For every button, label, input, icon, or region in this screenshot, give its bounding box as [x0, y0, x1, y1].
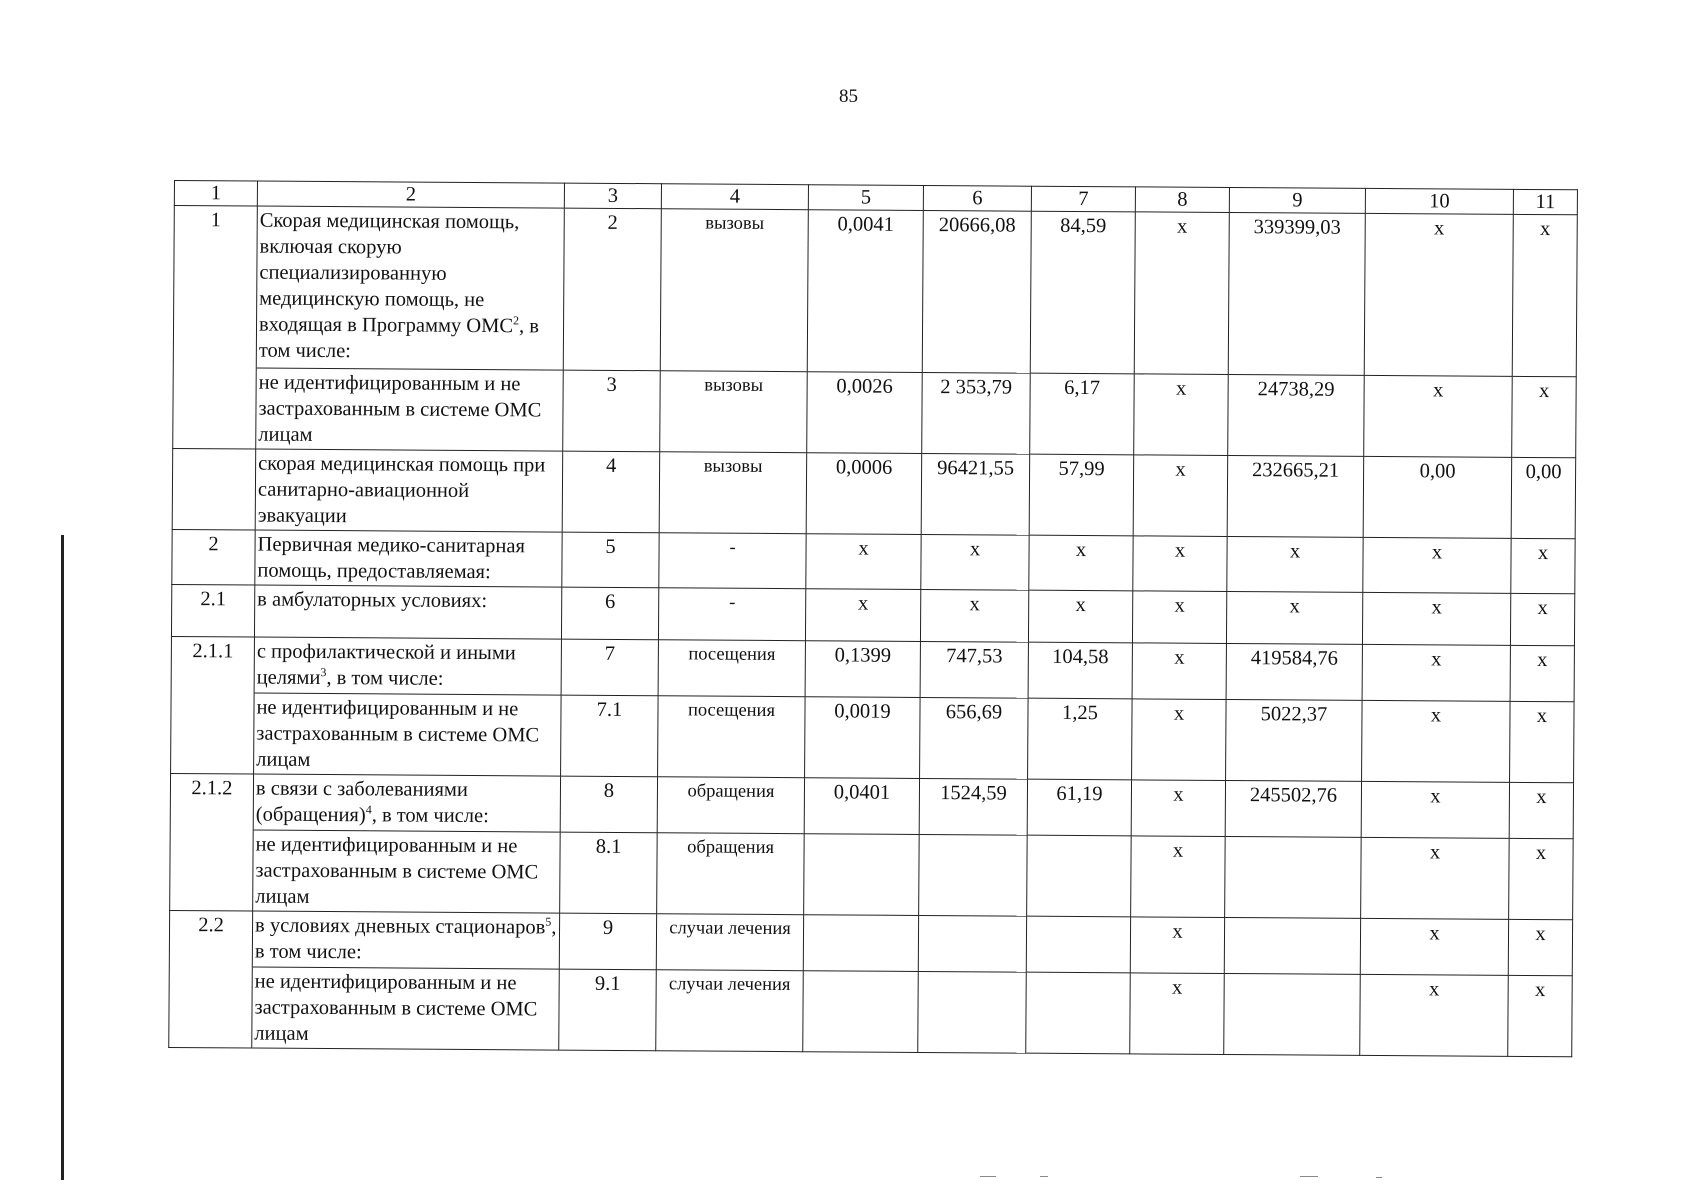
value-col-9: 24738,29 [1228, 374, 1365, 456]
value-col-5 [803, 971, 919, 1053]
value-col-10: х [1362, 644, 1510, 701]
row-code: 5 [562, 532, 659, 588]
row-description-text: не идентифицированным и не застрахованным в системе ОМС лицам [258, 371, 542, 446]
value-col-7: 61,19 [1027, 779, 1131, 836]
table-row [171, 584, 1574, 645]
value-col-6: х [921, 534, 1029, 590]
value-col-9: 232665,21 [1227, 455, 1364, 537]
column-header: 4 [661, 184, 808, 210]
column-header: 6 [923, 185, 1031, 211]
row-description-text: Скорая медицинская помощь, включая скорую специализированную медицинскую помощь, не входящая в Программу ОМС [258, 209, 520, 338]
row-description-text: с профилактической и иными целями [256, 640, 516, 689]
value-col-6: х [920, 589, 1028, 642]
value-col-10: х [1360, 918, 1508, 975]
value-col-7 [1026, 916, 1130, 973]
value-col-5: 0,0006 [806, 453, 922, 535]
value-col-8: х [1134, 212, 1229, 375]
column-header: 5 [808, 185, 923, 211]
row-description-tail: , в том числе: [326, 667, 444, 690]
row-description-text: в связи с заболеваниями (обращения) [255, 777, 468, 827]
value-col-11: х [1510, 701, 1575, 782]
row-description-text: скорая медицинская помощь при санитарно-авиационной эвакуации [257, 452, 546, 528]
value-col-6 [918, 971, 1027, 1053]
row-description-text: не идентифицированным и не застрахованным в системе ОМС лицам [255, 833, 539, 908]
value-col-7: 6,17 [1030, 373, 1135, 455]
table-row [171, 692, 1575, 782]
value-col-9 [1224, 973, 1361, 1055]
value-col-5 [803, 915, 918, 972]
value-col-5: 0,0401 [804, 778, 919, 835]
row-unit: случаи лечения [656, 970, 804, 1052]
value-col-8: х [1131, 780, 1225, 837]
value-col-6 [919, 834, 1028, 916]
value-col-10: х [1360, 974, 1509, 1056]
row-description [253, 774, 560, 832]
page-number: 85 [839, 86, 858, 107]
value-col-9 [1224, 917, 1360, 974]
value-col-10: х [1364, 375, 1513, 457]
row-code: 9.1 [559, 969, 657, 1051]
row-unit: обращения [657, 833, 805, 915]
column-header: 11 [1513, 189, 1577, 214]
value-col-10: х [1361, 781, 1509, 838]
row-code: 7.1 [561, 695, 659, 777]
row-description [256, 206, 564, 370]
value-col-8: х [1133, 455, 1228, 537]
value-col-11: х [1508, 919, 1572, 975]
row-number [170, 829, 254, 911]
value-col-5: 0,0041 [807, 210, 923, 373]
value-col-9: х [1226, 591, 1362, 644]
scan-artifact [1040, 1176, 1048, 1177]
scan-margin-line [61, 535, 64, 1180]
row-description [253, 830, 561, 913]
value-col-6: 1524,59 [919, 778, 1027, 835]
value-col-5: х [806, 534, 921, 590]
table-row [172, 529, 1575, 593]
row-description-text: не идентифицированным и не застрахованным в системе ОМС лицам [254, 970, 538, 1045]
value-col-11: х [1512, 214, 1577, 376]
row-number: 2.2 [169, 910, 252, 967]
row-description [256, 368, 564, 451]
row-description [255, 449, 563, 532]
value-col-6 [918, 915, 1026, 972]
row-description-text: в амбулаторных условиях: [257, 588, 488, 613]
row-code: 8.1 [560, 832, 658, 914]
value-col-8: х [1131, 836, 1226, 918]
row-unit: случаи лечения [656, 914, 803, 971]
row-description [254, 637, 561, 695]
value-col-9: 5022,37 [1226, 699, 1363, 781]
value-col-9: 339399,03 [1228, 212, 1365, 375]
row-code: 4 [562, 451, 660, 533]
row-number: 2 [172, 529, 255, 585]
footnote-marker: 5 [545, 914, 552, 929]
row-number [171, 692, 255, 774]
footnote-marker: 3 [320, 665, 327, 680]
value-col-11: х [1510, 593, 1574, 645]
scan-artifact [980, 1176, 996, 1177]
value-col-7: 57,99 [1029, 454, 1134, 536]
value-col-5: х [805, 589, 920, 642]
value-col-10: х [1363, 537, 1511, 593]
value-col-8: х [1134, 374, 1229, 456]
row-number: 2.1.2 [170, 773, 253, 830]
row-code: 2 [563, 208, 661, 371]
value-col-7 [1026, 972, 1131, 1054]
value-col-7: х [1029, 535, 1133, 591]
table-row [169, 910, 1572, 975]
row-number: 1 [173, 206, 257, 369]
row-code: 8 [560, 776, 657, 833]
value-col-10: 0,00 [1363, 456, 1512, 538]
value-col-5: 0,0019 [805, 697, 921, 779]
column-header: 1 [174, 181, 257, 207]
row-description [255, 530, 562, 587]
value-col-6: 2 353,79 [922, 372, 1031, 454]
value-col-8: х [1130, 973, 1225, 1055]
value-col-9: 245502,76 [1225, 780, 1361, 837]
column-header: 8 [1135, 187, 1229, 213]
row-description [252, 967, 560, 1050]
row-unit: вызовы [660, 209, 808, 372]
value-col-8: х [1132, 699, 1227, 781]
table-row [169, 966, 1573, 1056]
table-row [173, 206, 1577, 377]
value-col-8: х [1132, 591, 1226, 644]
row-description-text: не идентифицированным и не застрахованным в системе ОМС лицам [256, 696, 540, 771]
footnote-marker: 4 [365, 802, 372, 817]
row-unit: - [658, 588, 805, 641]
row-code: 6 [561, 587, 658, 640]
value-col-7 [1027, 835, 1132, 917]
value-col-11: х [1511, 538, 1575, 593]
row-code: 3 [563, 370, 661, 452]
value-col-6: 96421,55 [921, 453, 1030, 535]
value-col-7: 84,59 [1030, 211, 1135, 374]
value-col-8: х [1133, 536, 1227, 592]
value-col-6: 656,69 [920, 697, 1029, 779]
row-unit: посещения [658, 640, 805, 697]
row-number [169, 966, 253, 1048]
row-number [173, 367, 257, 449]
column-header: 2 [257, 181, 564, 208]
value-col-9: 419584,76 [1226, 643, 1362, 700]
table-row [170, 829, 1574, 919]
value-col-5: 0,0026 [807, 372, 923, 454]
row-description [254, 585, 561, 639]
scan-artifact [1376, 1177, 1382, 1178]
table-row [173, 367, 1577, 457]
row-description-text: Первичная медико-санитарная помощь, предоставляемая: [257, 533, 526, 584]
value-col-11: х [1508, 975, 1573, 1056]
column-header: 7 [1031, 186, 1135, 212]
row-code: 9 [559, 913, 656, 970]
value-col-6: 20666,08 [922, 210, 1031, 373]
column-header: 10 [1365, 188, 1513, 214]
row-description [254, 693, 562, 776]
value-col-11: х [1512, 376, 1577, 457]
value-col-7: 104,58 [1028, 642, 1132, 699]
value-col-5: 0,1399 [805, 641, 920, 698]
scan-artifact [1300, 1176, 1318, 1177]
row-number [172, 448, 256, 530]
value-col-10: х [1362, 592, 1510, 645]
row-unit: посещения [658, 696, 806, 778]
row-code: 7 [561, 639, 658, 696]
value-col-11: х [1509, 782, 1573, 838]
row-number: 2.1 [171, 584, 254, 637]
data-table [168, 180, 1578, 1057]
column-header: 3 [564, 183, 661, 209]
value-col-11: х [1510, 645, 1574, 701]
row-number: 2.1.1 [171, 636, 254, 693]
row-unit: вызовы [659, 452, 807, 534]
value-col-8: х [1132, 643, 1226, 700]
row-description-tail: , в том числе: [254, 916, 557, 964]
row-unit: - [659, 533, 806, 589]
table-row [170, 773, 1573, 838]
value-col-8: х [1130, 917, 1224, 974]
value-col-7: 1,25 [1028, 698, 1133, 780]
value-col-10: х [1362, 700, 1511, 782]
row-description-text: в условиях дневных стационаров [254, 914, 546, 939]
column-header: 9 [1229, 188, 1365, 214]
table-row [171, 636, 1574, 701]
table-row [172, 448, 1576, 538]
value-col-11: х [1509, 838, 1574, 919]
row-unit: обращения [657, 777, 804, 834]
row-description-tail: , в том числе: [258, 315, 540, 363]
value-col-7: х [1028, 590, 1132, 643]
footnote-marker: 2 [513, 313, 520, 328]
value-col-11: 0,00 [1511, 457, 1576, 538]
row-unit: вызовы [660, 371, 808, 453]
row-description-tail: , в том числе: [371, 804, 489, 828]
value-col-10: х [1361, 837, 1510, 919]
row-description [252, 911, 559, 969]
value-col-9 [1225, 836, 1362, 918]
value-col-5 [804, 834, 920, 916]
value-col-9: х [1227, 536, 1363, 592]
value-col-10: х [1364, 213, 1513, 376]
value-col-6: 747,53 [920, 641, 1028, 698]
